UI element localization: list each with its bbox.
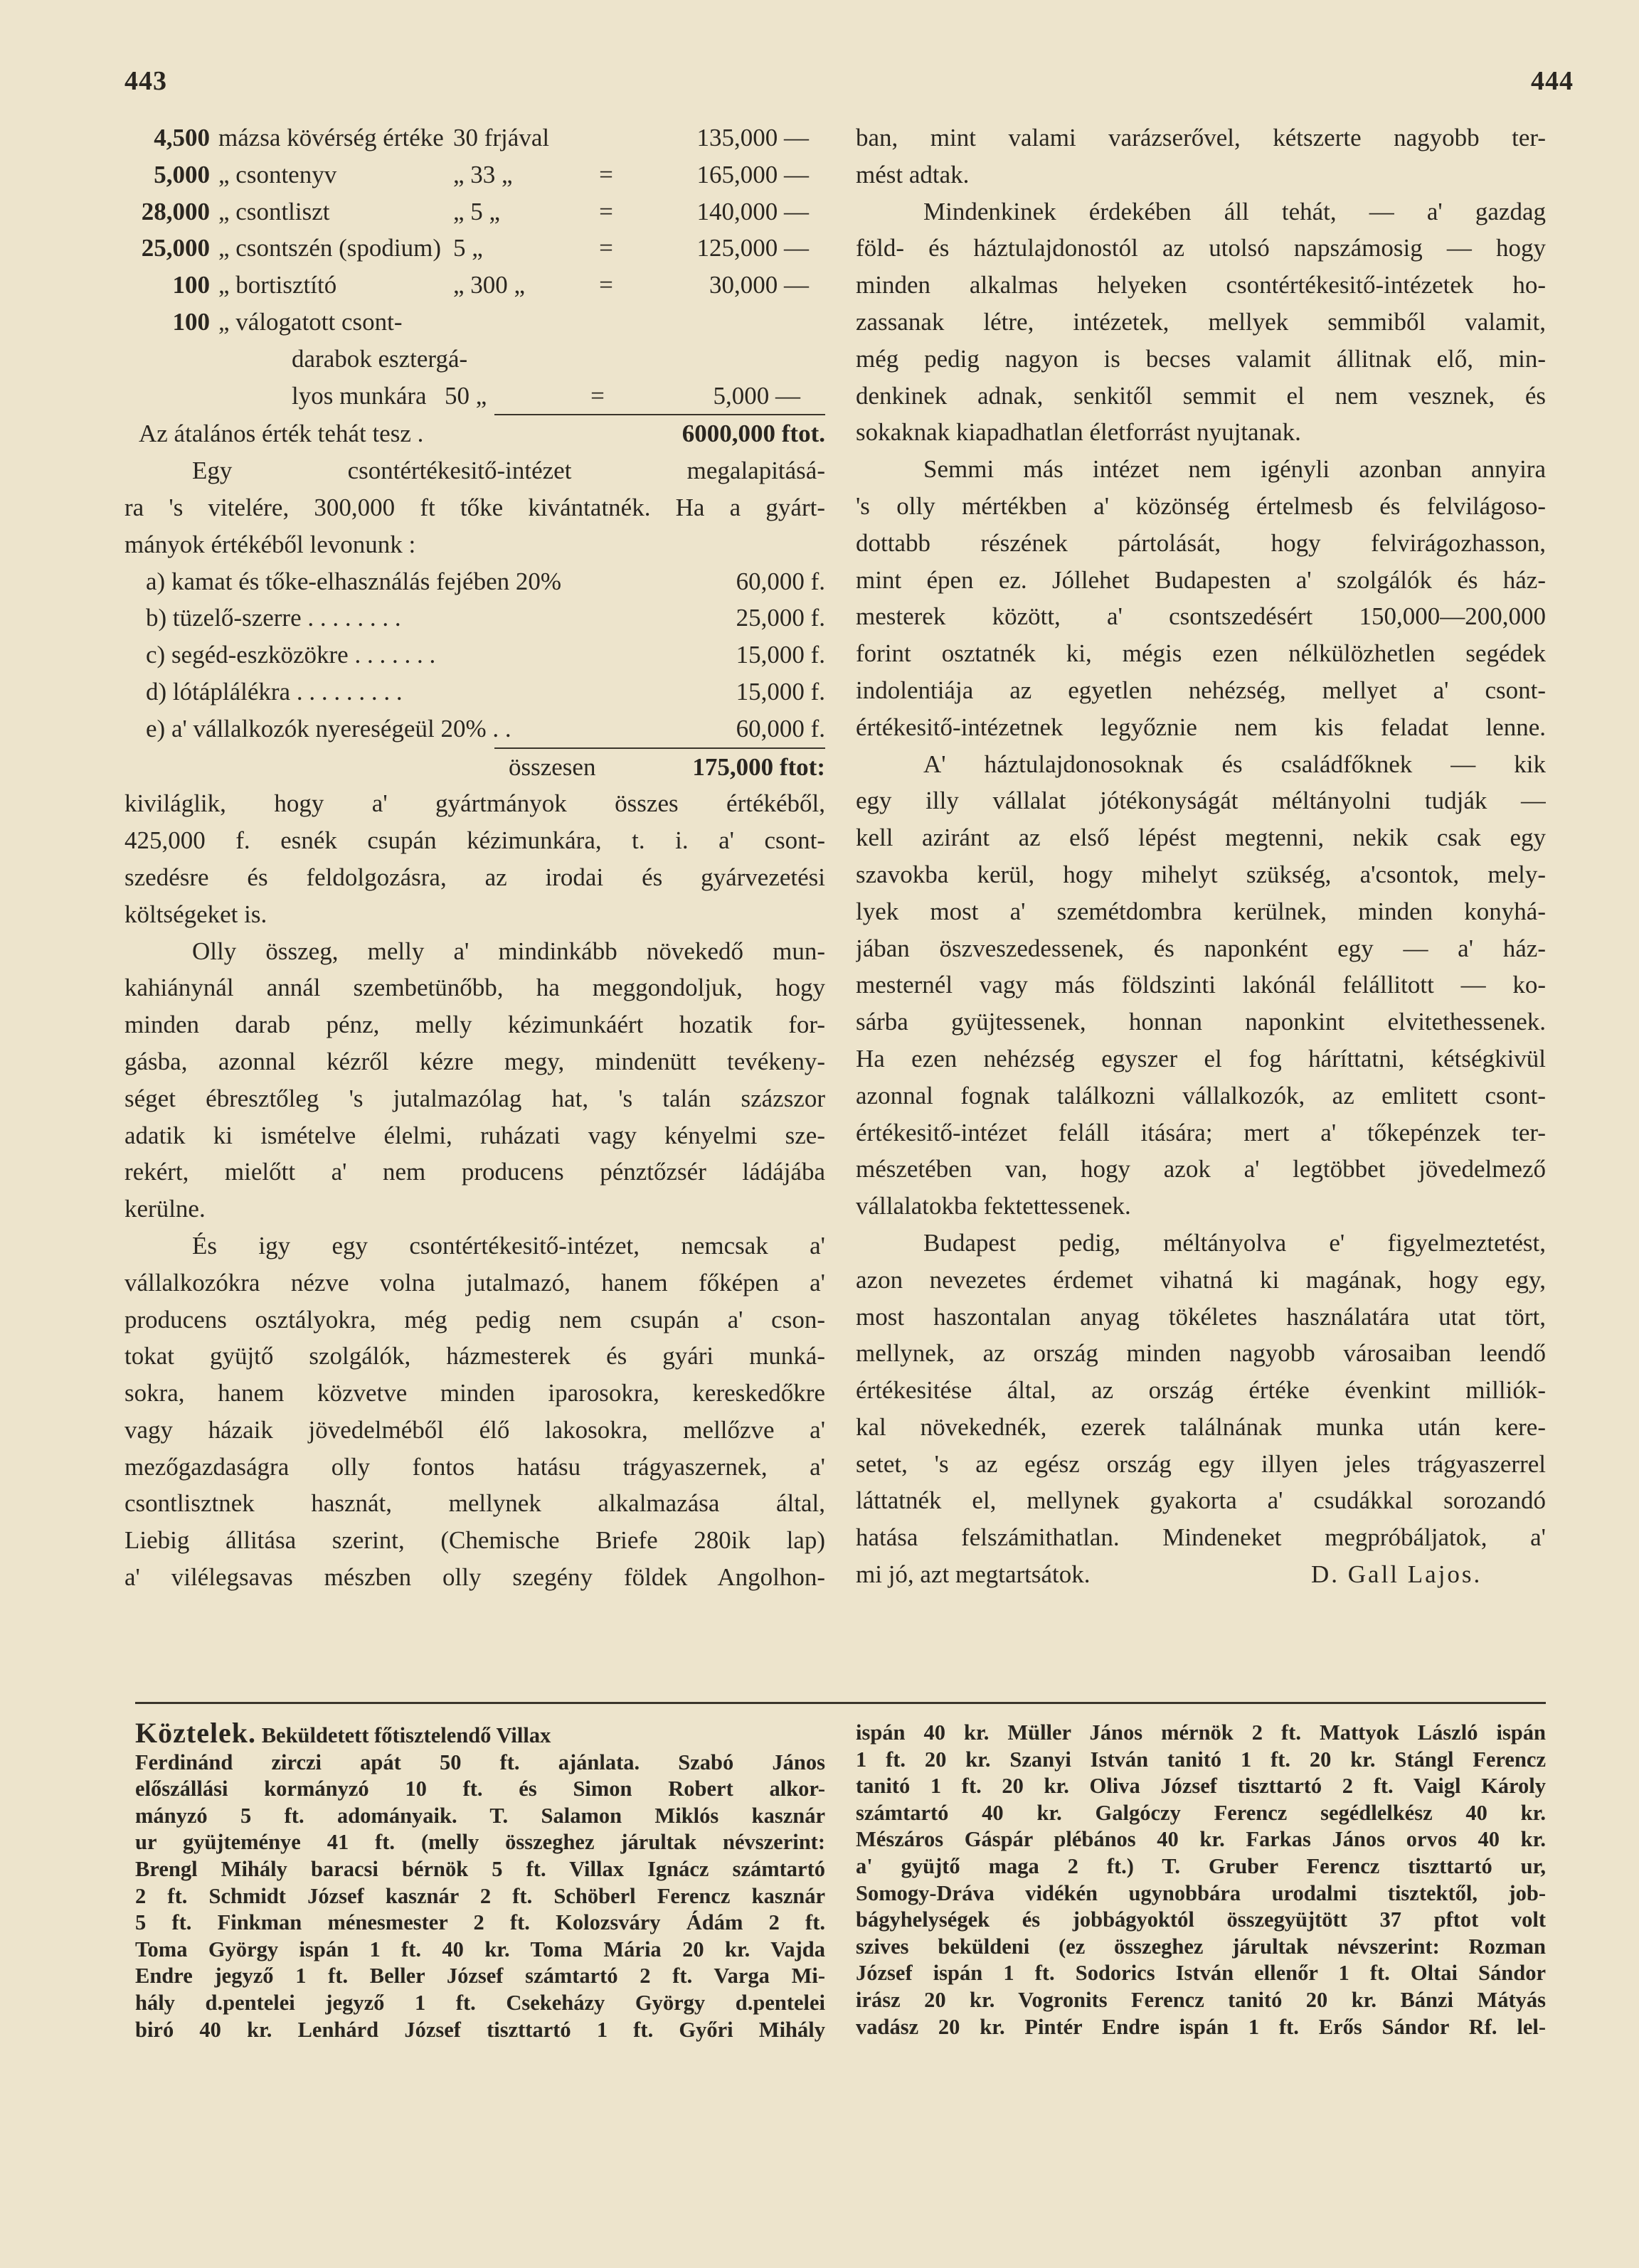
text-line: tanitó 1 ft. 20 kr. Oliva József tiszttartó 2 ft. Vaigl Károly [856, 1774, 1546, 1799]
text-line: kal növekednék, ezerek találnának munka után kere- [856, 1412, 1546, 1441]
price-row: 100 „ válogatott csont- [172, 307, 403, 336]
text-line: Somogy-Dráva vidékén ugynobbára urodalmi tisztektől, job- [856, 1880, 1546, 1905]
text-line: ra 's vitelére, 300,000 ft tőke kivántatnék. Ha a gyárt- [124, 493, 825, 521]
kozelek-first-line: Köztelek. Beküldetett főtisztelendő Villax [135, 1720, 825, 1750]
signature: D. Gall Lajos. [1311, 1560, 1482, 1589]
total-value-line: Az átalános érték tehát tesz . 6000,000 ftot. [139, 420, 825, 448]
text-line: dottabb részének pártolását, hogy felvirágozhasson, [856, 528, 1546, 557]
deductions-total-line: összesen 175,000 ftot: [509, 752, 825, 781]
text-line: sokaknak kiapadhatlan életforrást nyujtanak. [856, 418, 1301, 447]
text-line: mányzó 5 ft. adományaik. T. Salamon Miklós kasznár [135, 1803, 825, 1828]
deduction-row: c) segéd-eszközökre . . . . . . . 15,000 f. [146, 641, 825, 669]
text-line: vállalatokba fektettessenek. [856, 1192, 1131, 1220]
text-line: 's olly mértékben a' közönség értelmesb és felvilágoso- [856, 491, 1546, 520]
text-line: szedésre és feldolgozásra, az irodai és gyárvezetési [124, 863, 825, 891]
text-line: még pedig nagyon is becses valamit állitnak elő, min- [856, 344, 1546, 373]
price-row: 25,000 „ csontszén (spodium) 5 „ = 125,000 — [141, 234, 809, 262]
right-column [856, 119, 1546, 1593]
closing-line: mi jó, azt megtartsátok. D. Gall Lajos. [856, 1556, 1546, 1593]
text-line: azonnal fognak találkozni vállalkozók, az emlitett csont- [856, 1081, 1546, 1109]
text-line: előszállási kormányzó 10 ft. és Simon Robert alkor- [135, 1777, 825, 1801]
text-line: Endre jegyző 1 ft. Beller József számtartó 2 ft. Varga Mi- [135, 1964, 825, 1989]
text-line: 425,000 f. esnék csupán kézimunkára, t. i. a' csont- [124, 826, 825, 855]
kozelek-right-column [856, 1720, 1546, 2040]
text-line: sárba gyüjtessenek, honnan naponkint elvitethessenek. [856, 1008, 1546, 1036]
deduction-row: d) lótáplálékra . . . . . . . . . 15,000 f. [146, 677, 825, 706]
text-line: a' vilélegsavas mészben olly szegény földek Angolhon- [124, 1563, 825, 1592]
text-line: vállalkozókra nézve volna jutalmazó, hanem főképen a' [124, 1268, 825, 1297]
text-line: egy illy vállalat jótékonyságát méltányolni tudják — [856, 787, 1546, 815]
deduction-row: b) tüzelő-szerre . . . . . . . . 25,000 f. [146, 604, 825, 632]
price-row-continuation: darabok esztergá- [292, 344, 468, 373]
text-line: kahiánynál annál szembetünőbb, ha meggondoljuk, hogy [124, 974, 825, 1002]
price-row: 5,000 „ csontenyv „ 33 „ = 165,000 — [154, 160, 809, 188]
text-line: setet, 's az egész ország egy illyen jeles trágyaszerrel [856, 1449, 1546, 1478]
text-line: ispán 40 kr. Müller János mérnök 2 ft. Mattyok László ispán [856, 1720, 1546, 1745]
text-line: Toma György ispán 1 ft. 40 kr. Toma Mária 20 kr. Vajda [135, 1937, 825, 1961]
price-row: 100 „ bortisztító „ 300 „ = 30,000 — [172, 271, 809, 299]
text-line: mészetében van, hogy azok a' legtöbbet jövedelmező [856, 1155, 1546, 1183]
text-line: denkinek adnak, senkitől semmit el nem vesznek, és [856, 381, 1546, 410]
deduction-row: e) a' vállalkozók nyereségeül 20% . . 60,000 f. [146, 714, 825, 742]
text-line: Semmi más intézet nem igényli azonban annyira [923, 455, 1546, 484]
text-line: rekért, mielőtt a' nem producens pénztőzsér ládájába [124, 1158, 825, 1186]
text-line: ur gyüjteménye 41 ft. (melly összeghez járultak névszerint: [135, 1830, 825, 1855]
price-row-continuation: lyos munkára 50 „ = 5,000 — [292, 381, 800, 410]
text-line: Mindenkinek érdekében áll tehát, — a' gazdag [923, 197, 1546, 225]
text-line: 1 ft. 20 kr. Szanyi István tanitó 1 ft. 20 kr. Stángl Ferencz [856, 1747, 1546, 1772]
text-line: most haszontalan anyag tökéletes használatára utat tört, [856, 1302, 1546, 1331]
text-line: vadász 20 kr. Pintér Endre ispán 1 ft. Erős Sándor Rf. lel- [856, 2014, 1546, 2039]
text-line: Liebig állitása szerint, (Chemische Briefe 280ik lap) [124, 1526, 825, 1555]
text-line: tokat gyüjtő szolgálók, házmesterek és gyári munká- [124, 1342, 825, 1370]
text-line: indolentiája az egyetlen nehézség, mellyet a' csont- [856, 676, 1546, 704]
text-line: Mészáros Gáspár plébános 40 kr. Farkas János orvos 40 kr. [856, 1827, 1546, 1852]
price-row: 4,500 mázsa kövérség értéke 30 frjával 135,000 — [154, 124, 809, 151]
text-line: szives beküldeni (ez összeghez járultak névszerint: Rozman [856, 1934, 1546, 1959]
text-line: Olly összeg, melly a' mindinkább növekedő mun- [192, 937, 825, 965]
text-line: bágyhelységek és jobbágyoktól összegyüjtött 37 pftot volt [856, 1907, 1546, 1932]
text-line: séget ébresztőleg 's jutalmazólag hat, 's talán százszor [124, 1084, 825, 1112]
text-line: szavokba kerül, hogy mihelyt szükség, a'csontok, mely- [856, 860, 1546, 888]
text-line: producens osztályokra, még pedig nem csupán a' cson- [124, 1305, 825, 1333]
text-line: mellynek, az ország minden nagyobb városaiban leendő [856, 1339, 1546, 1368]
text-line: forint osztatnék ki, mégis ezen nélkülözhetlen segédek [856, 639, 1546, 668]
text-line: hály d.pentelei jegyző 1 ft. Csekeházy György d.pentelei [135, 1990, 825, 2015]
section-divider [135, 1702, 1546, 1704]
text-line: csontlisztnek hasznát, mellynek alkalmazása által, [124, 1489, 825, 1518]
text-line: értékesitése által, az ország értéke évenkint milliók- [856, 1376, 1546, 1405]
price-row: 28,000 „ csontliszt „ 5 „ = 140,000 — [141, 197, 809, 225]
text-line: adatik ki ismételve élelmi, ruházati vagy kényelmi sze- [124, 1121, 825, 1149]
text-line: Brengl Mihály baracsi bérnök 5 ft. Villax Ignácz számtartó [135, 1856, 825, 1881]
text-line: zassanak létre, intézetek, mellyek semmiből valamit, [856, 307, 1546, 336]
text-line: föld- és háztulajdonostól az utolsó napszámosig — hogy [856, 234, 1546, 262]
text-line: kerülne. [124, 1195, 206, 1223]
text-line: mányok értékéből levonunk : [124, 530, 416, 558]
text-line: lyek most a' szemétdombra kerülnek, minden konyhá- [856, 897, 1546, 925]
text-line: Ha ezen nehézség egyszer el fog háríttatni, kétségkivül [856, 1044, 1546, 1072]
text-line: minden alkalmas helyeken csontértékesitő-intézetek ho- [856, 271, 1546, 299]
text-line: mesterek között, a' csontszedésért 150,000—200,000 [856, 602, 1546, 631]
text-line: a' gyüjtő maga 2 ft.) T. Gruber Ferencz tiszttartó ur, [856, 1853, 1546, 1878]
text-line: gásba, azonnal kézről kézre megy, mindenütt tevékeny- [124, 1047, 825, 1075]
text-line: mezőgazdaságra olly fontos hatásu trágyaszernek, a' [124, 1452, 825, 1481]
text-line: láttatnék el, mellynek gyakorta a' csudákkal sorozandó [856, 1486, 1546, 1515]
text-line: azon nevezetes érdemet vihatná ki magának, hogy egy, [856, 1265, 1546, 1294]
text-line: értékesitő-intézet feláll itására; mert a' tőkepénzek ter- [856, 1118, 1546, 1146]
text-line: ban, mint valami varázserővel, kétszerte nagyobb ter- [856, 124, 1546, 151]
text-line: 5 ft. Finkman ménesmester 2 ft. Kolozsváry Ádám 2 ft. [135, 1910, 825, 1935]
deduction-row: a) kamat és tőke-elhasználás fejében 20% 60,000 f. [146, 567, 825, 595]
text-line: mést adtak. [856, 160, 970, 188]
text-line: Ferdinánd zirczi apát 50 ft. ajánlata. Szabó János [135, 1750, 825, 1774]
deductions-list [124, 563, 825, 747]
text-line: vagy házaik jövedelméből élő lakosokra, mellőzve a' [124, 1415, 825, 1444]
page-number-right: 444 [1531, 66, 1574, 96]
text-line: értékesitő-intézetnek legyőznie nem kis feladat lenne. [856, 713, 1546, 741]
text-line: Egy csontértékesitő-intézet megalapitásá- [192, 457, 825, 485]
page-number-left: 443 [124, 66, 167, 96]
text-line: 2 ft. Schmidt József kasznár 2 ft. Schöberl Ferencz kasznár [135, 1883, 825, 1908]
text-line: A' háztulajdonosoknak és családfőknek — kik [923, 750, 1546, 778]
text-line: jában öszveszedessenek, és naponként egy — a' ház- [856, 934, 1546, 962]
text-line: költségeket is. [124, 900, 267, 928]
left-column [124, 119, 825, 1596]
kozelek-heading: Köztelek. [135, 1720, 257, 1749]
text-line: mesternél vagy más földszinti lakónál felállitott — ko- [856, 971, 1546, 999]
text-line: sokra, hanem közvetve minden iparosokra, kereskedőkre [124, 1379, 825, 1407]
text-line: minden darab pénz, melly kézimunkáért hozatik for- [124, 1011, 825, 1039]
text-line: biró 40 kr. Lenhárd József tiszttartó 1 ft. Győri Mihály [135, 2017, 825, 2042]
kozelek-left-column [135, 1720, 825, 2043]
price-table [124, 119, 825, 414]
text-line: hatása felszámithatlan. Mindeneket megpróbáljatok, a' [856, 1523, 1546, 1552]
text-line: kell aziránt az első lépést megtenni, nekik csak egy [856, 824, 1546, 852]
text-line: irász 20 kr. Vogronits Ferencz tanitó 20 kr. Bánzi Mátyás [856, 1987, 1546, 2012]
text-line: És igy egy csontértékesitő-intézet, nemcsak a' [192, 1231, 825, 1260]
text-line: Budapest pedig, méltányolva e' figyelmeztetést, [923, 1228, 1546, 1257]
text-line: számtartó 40 kr. Galgóczy Ferencz segédlelkész 40 kr. [856, 1800, 1546, 1825]
text-line: kiviláglik, hogy a' gyártmányok összes értékéből, [124, 789, 825, 818]
text-line: József ispán 1 ft. Sodorics István ellenőr 1 ft. Oltai Sándor [856, 1961, 1546, 1986]
text-line: mint épen ez. Jóllehet Budapesten a' szolgálók és ház- [856, 565, 1546, 594]
